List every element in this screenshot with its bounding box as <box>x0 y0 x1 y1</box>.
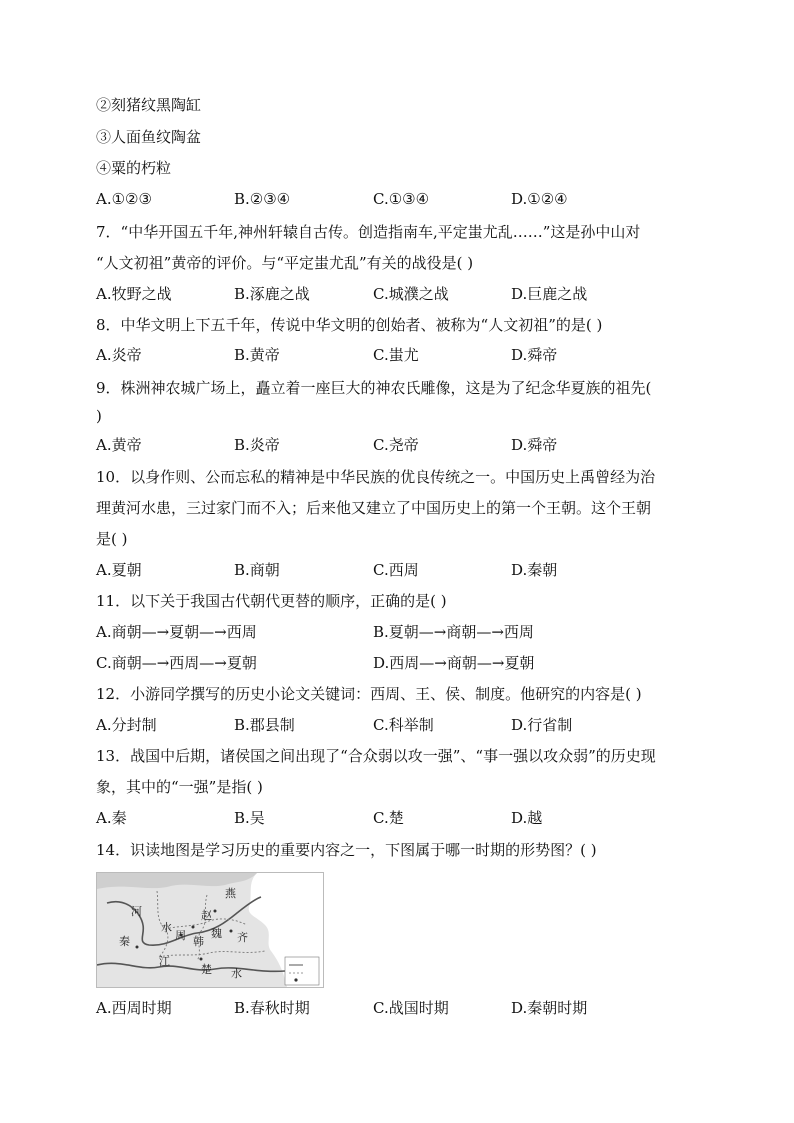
option-c[interactable]: C.①③④ <box>373 190 430 208</box>
map-legend <box>285 957 319 985</box>
legend-capital-sample <box>294 978 297 981</box>
label-yan: 燕 <box>225 887 236 900</box>
option-d[interactable]: D.西周—→商朝—→夏朝 <box>373 654 535 672</box>
q13-stem-line2: 象，其中的“一强”是指( ) <box>96 778 263 796</box>
prev-item-2: ②刻猪纹黑陶缸 <box>96 96 202 114</box>
label-river-shui1: 水 <box>161 921 172 934</box>
label-river-shui2: 水 <box>231 967 242 980</box>
option-a[interactable]: A.西周时期 <box>96 999 172 1017</box>
prev-item-3: ③人面鱼纹陶盆 <box>96 128 202 146</box>
q10-stem-line3: 是( ) <box>96 530 128 548</box>
option-b[interactable]: B.②③④ <box>234 190 291 208</box>
capital-dot <box>214 910 217 913</box>
label-zhou: 周 <box>175 929 186 942</box>
option-b[interactable]: B.黄帝 <box>234 346 280 364</box>
option-b[interactable]: B.夏朝—→商朝—→西周 <box>373 623 534 641</box>
label-river-jiang: 江 <box>159 955 170 968</box>
option-a[interactable]: A.商朝—→夏朝—→西周 <box>96 623 257 641</box>
option-c[interactable]: C.楚 <box>373 809 404 827</box>
option-a[interactable]: A.牧野之战 <box>96 285 172 303</box>
option-a[interactable]: A.夏朝 <box>96 561 142 579</box>
option-d[interactable]: D.行省制 <box>511 716 573 734</box>
label-zhao: 赵 <box>201 909 212 922</box>
label-wei: 魏 <box>211 927 222 940</box>
capital-dot <box>200 958 203 961</box>
label-qi: 齐 <box>237 931 248 944</box>
option-a[interactable]: A.①②③ <box>96 190 152 208</box>
yangtze-river <box>97 963 285 971</box>
option-d[interactable]: D.越 <box>511 809 543 827</box>
q10-stem-line1: 10．以身作则、公而忘私的精神是中华民族的优良传统之一。中国历史上禹曾经为治 <box>96 468 656 486</box>
option-d[interactable]: D.秦朝 <box>511 561 558 579</box>
option-c[interactable]: C.商朝—→西周—→夏朝 <box>96 654 257 672</box>
q10-stem-line2: 理黄河水患，三过家门而不入；后来他又建立了中国历史上的第一个王朝。这个王朝 <box>96 499 652 517</box>
option-b[interactable]: B.涿鹿之战 <box>234 285 310 303</box>
q9-stem-line2: ) <box>96 407 102 425</box>
option-c[interactable]: C.尧帝 <box>373 436 419 454</box>
state-border <box>159 951 265 957</box>
option-d[interactable]: D.巨鹿之战 <box>511 285 588 303</box>
option-d[interactable]: D.秦朝时期 <box>511 999 588 1017</box>
label-qin: 秦 <box>119 935 130 948</box>
option-a[interactable]: A.炎帝 <box>96 346 142 364</box>
label-chu: 楚 <box>201 963 212 976</box>
q11-stem-line1: 11．以下关于我国古代朝代更替的顺序，正确的是( ) <box>96 592 447 610</box>
q7-stem-line1: 7．“中华开国五千年,神州轩辕自古传。创造指南车,平定蚩尤乱……”这是孙中山对 <box>96 223 641 241</box>
label-river-he: 河 <box>131 905 142 918</box>
option-c[interactable]: C.科举制 <box>373 716 434 734</box>
option-b[interactable]: B.春秋时期 <box>234 999 310 1017</box>
option-b[interactable]: B.炎帝 <box>234 436 280 454</box>
option-a[interactable]: A.分封制 <box>96 716 157 734</box>
capital-dot <box>192 926 195 929</box>
map-svg <box>97 873 323 987</box>
capital-dot <box>136 946 139 949</box>
option-a[interactable]: A.秦 <box>96 809 127 827</box>
q12-stem-line1: 12．小游同学撰写的历史小论文关键词：西周、王、侯、制度。他研究的内容是( ) <box>96 685 642 703</box>
q13-stem-line1: 13．战国中后期，诸侯国之间出现了“合众弱以攻一强”、“事一强以攻众弱”的历史现 <box>96 747 656 765</box>
label-han: 韩 <box>193 935 204 948</box>
option-d[interactable]: D.舜帝 <box>511 346 558 364</box>
q14-stem-line1: 14．识读地图是学习历史的重要内容之一，下图属于哪一时期的形势图？( ) <box>96 841 597 859</box>
option-c[interactable]: C.蚩尤 <box>373 346 419 364</box>
prev-item-4: ④粟的朽粒 <box>96 159 172 177</box>
option-c[interactable]: C.城濮之战 <box>373 285 449 303</box>
warring-states-map <box>96 872 324 988</box>
option-a[interactable]: A.黄帝 <box>96 436 142 454</box>
option-b[interactable]: B.商朝 <box>234 561 280 579</box>
q7-stem-line2: “人文初祖”黄帝的评价。与“平定蚩尤乱”有关的战役是( ) <box>96 254 474 272</box>
state-border <box>197 895 207 961</box>
option-b[interactable]: B.吴 <box>234 809 265 827</box>
q9-stem-line1: 9．株洲神农城广场上，矗立着一座巨大的神农氏雕像，这是为了纪念华夏族的祖先( <box>96 379 652 397</box>
q8-stem-line1: 8．中华文明上下五千年，传说中华文明的创始者、被称为“人文初祖”的是( ) <box>96 316 603 334</box>
option-d[interactable]: D.①②④ <box>511 190 568 208</box>
option-d[interactable]: D.舜帝 <box>511 436 558 454</box>
option-c[interactable]: C.西周 <box>373 561 419 579</box>
option-b[interactable]: B.郡县制 <box>234 716 295 734</box>
capital-dot <box>230 930 233 933</box>
option-c[interactable]: C.战国时期 <box>373 999 449 1017</box>
